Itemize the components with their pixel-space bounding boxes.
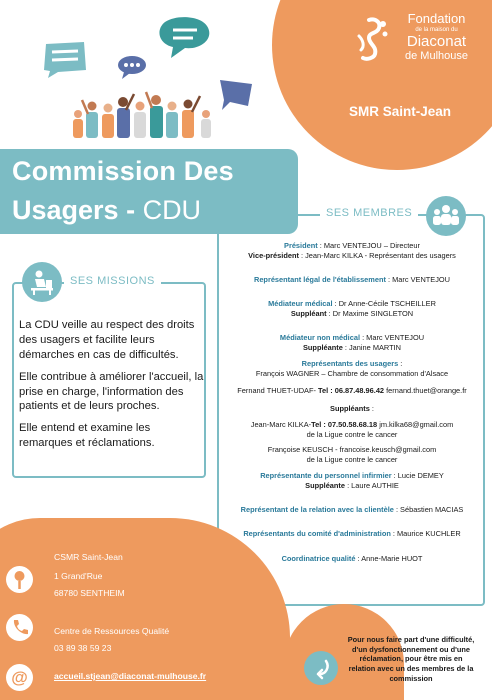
desk-person-icon xyxy=(22,262,62,302)
map-pin-icon xyxy=(6,566,33,593)
crowd-illustration xyxy=(66,84,216,138)
member-medical-mediator-substitute: Suppléant : Dr Maxime SINGLETON xyxy=(290,308,414,318)
missions-text xyxy=(19,318,205,458)
missions-paragraph-2: Elle contribue à améliorer l'accueil, la prise en charge, l'information des patients et de leurs proches. xyxy=(19,370,204,413)
contact-center: Centre de Ressources Qualité xyxy=(54,626,170,636)
page-title-acronym: CDU xyxy=(135,195,202,225)
group-people-icon xyxy=(426,196,466,236)
page-title-line-1: Commission Des xyxy=(12,156,234,186)
missions-heading: SES MISSIONS xyxy=(64,275,161,287)
member-quality-coordinator: Coordinatrice qualité : Anne-Marie HUOT xyxy=(281,553,423,563)
speech-bubble-purple-right xyxy=(216,76,256,114)
missions-paragraph-3: Elle entend et examine les remarques et réclamations. xyxy=(19,422,155,450)
at-sign-icon: @ xyxy=(6,664,33,691)
member-legal-representative: Représentant légal de l'établissement : Marc VENTEJOU xyxy=(253,274,451,284)
brand-line-4: de Mulhouse xyxy=(405,50,468,62)
brand-line-1: Fondation xyxy=(407,11,466,26)
speech-bubble-teal-left xyxy=(38,40,92,80)
member-client-relations: Représentant de la relation avec la clientèle : Sébastien MACIAS xyxy=(240,504,464,514)
users-representative-1: François WAGNER – Chambre de consommation d'Alsace xyxy=(255,368,449,378)
member-medical-mediator: Médiateur médical : Dr Anne-Cécile TSCHEILLER xyxy=(268,298,436,308)
substitutes-heading: Suppléants : xyxy=(330,403,374,413)
phone-icon xyxy=(6,614,33,641)
member-nursing-staff: Représentante du personnel infirmier : Lucie DEMEY xyxy=(260,470,444,480)
member-president: Président : Marc VENTEJOU – Directeur xyxy=(284,241,420,250)
substitute-1-organisation: de la Ligue contre le cancer xyxy=(306,429,398,439)
contact-email-link[interactable]: accueil.stjean@diaconat-mulhouse.fr xyxy=(54,671,207,681)
speech-bubble-teal-top xyxy=(155,16,215,62)
return-arrow-icon xyxy=(304,651,338,685)
brand-logo xyxy=(355,12,490,82)
speech-bubble-purple xyxy=(116,54,148,80)
brand-line-3: Diaconat xyxy=(406,33,467,50)
members-heading: SES MEMBRES xyxy=(320,207,418,219)
page-title-bold: Usagers - xyxy=(12,195,136,225)
brand-line-2: de la maison du xyxy=(415,27,458,33)
member-board: Représentants du comité d'administration : Maurice KUCHLER xyxy=(243,528,461,538)
site-name: SMR Saint-Jean xyxy=(349,104,452,119)
member-nonmedical-mediator-substitute: Suppléante : Janine MARTIN xyxy=(302,342,402,352)
member-vice-president: Vice-président : Jean-Marc KILKA - Représentant des usagers xyxy=(248,250,456,260)
members-list xyxy=(219,241,485,564)
users-representative-2: Fernand THUET-UDAF- Tel : 06.87.48.96.42 fernand.thuet@orange.fr xyxy=(237,385,467,395)
missions-paragraph-1: La CDU veille au respect des droits des usagers et facilite leurs démarches en cas de difficultés. xyxy=(19,319,195,361)
brand-name xyxy=(405,12,468,62)
contact-city: 68780 SENTHEIM xyxy=(54,588,125,598)
member-nonmedical-mediator: Médiateur non médical : Marc VENTEJOU xyxy=(279,332,425,342)
substitute-1: Jean-Marc KILKA-Tel : 07.50.58.68.18 jm.kilka68@gmail.com xyxy=(250,419,454,429)
member-nursing-staff-substitute: Suppléante : Laure AUTHIE xyxy=(305,480,399,490)
contact-phone[interactable]: 03 89 38 59 23 xyxy=(54,643,112,653)
substitute-2-organisation: de la Ligue contre le cancer xyxy=(306,454,398,464)
users-representatives-heading: Représentants des usagers : xyxy=(301,358,403,368)
substitute-2: Françoise KEUSCH - francoise.keusch@gmail.com xyxy=(267,444,437,454)
page-title-line-2 xyxy=(12,195,201,226)
diaconat-logo-icon xyxy=(355,16,393,62)
contact-street: 1 Grand'Rue xyxy=(54,571,103,581)
contact-footnote: Pour nous faire part d'une difficulté, d'un dysfonctionnement ou d'une réclamation, pour être mis en relation avec un des membres de la commission xyxy=(347,635,475,683)
contact-organisation: CSMR Saint-Jean xyxy=(54,552,123,562)
